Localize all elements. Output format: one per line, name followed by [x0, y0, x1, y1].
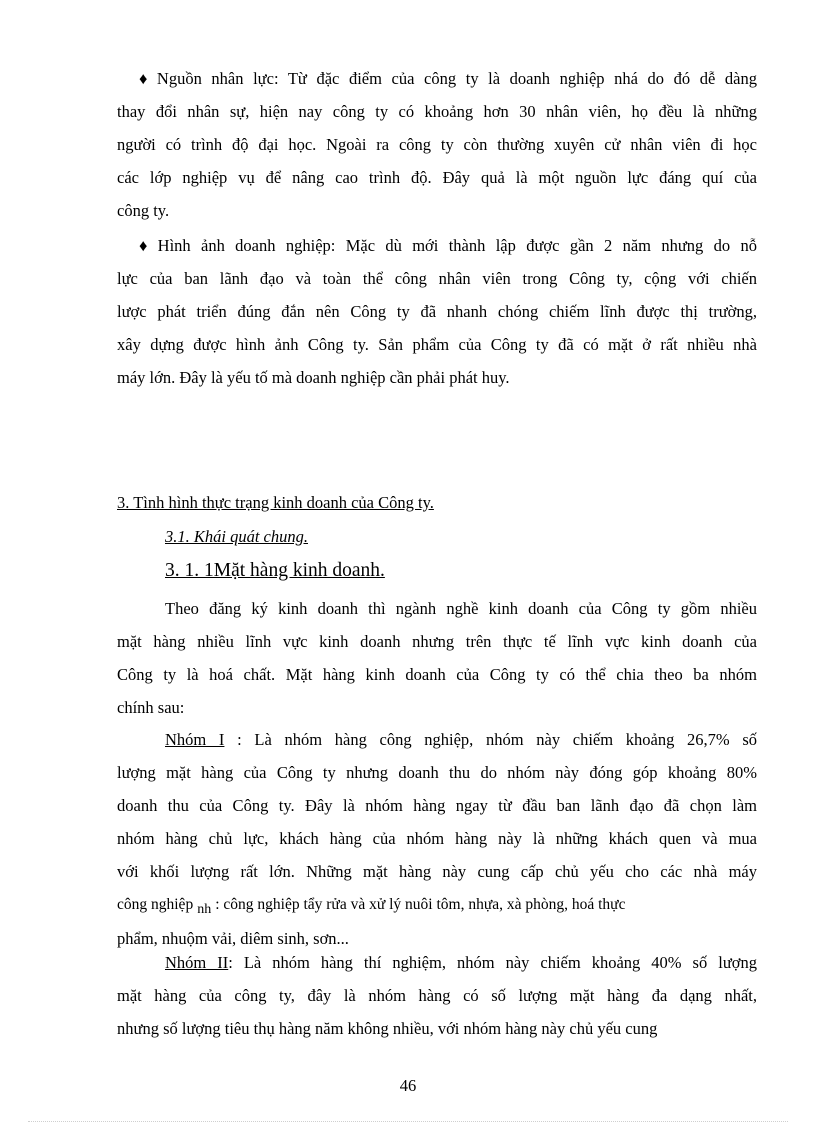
group-label: Nhóm I	[165, 730, 225, 749]
page-number: 46	[399, 1076, 417, 1095]
group-label: Nhóm II	[165, 953, 229, 972]
diamond-bullet-icon: ♦	[139, 69, 153, 88]
paragraph-corporate-image: ♦ Hình ảnh doanh nghiệp: Mặc dù mới thành lập được gần 2 năm nhưng do nỗ lực của ban lãnh đạo và toàn thể công nhân viên trong Công ty, cộng với chiến lược phát triển đúng đắn nên Công ty đã nhanh chóng chiếm lĩnh được thị trường, xây dựng được hình ảnh Công ty. Sản phẩm của Công ty đã có mặt ở rất nhiều nhà máy lớn. Đây là yếu tố mà doanh nghiệp cần phải phát huy.	[117, 236, 757, 387]
section-heading: 3. Tình hình thực trạng kinh doanh của Công ty.	[117, 493, 434, 512]
paragraph-group-two: Nhóm II: Là nhóm hàng thí nghiệm, nhóm này chiếm khoảng 40% số lượng mặt hàng của công ty, đây là nhóm hàng có số lượng mặt hàng đa dạng nhất, nhưng số lượng tiêu thụ hàng năm không nhiều, với nhóm hàng này chủ yếu cung	[117, 953, 757, 1038]
footer-divider	[28, 1121, 788, 1122]
paragraph-group-one: Nhóm I : Là nhóm hàng công nghiệp, nhóm này chiếm khoảng 26,7% số lượng mặt hàng của Công ty nhưng doanh thu do nhóm này đóng góp khoảng 80% doanh thu của Công ty. Đây là nhóm hàng ngay từ đầu ban lãnh đạo đã chọn làm nhóm hàng chủ lực, khách hàng của nhóm hàng này là những khách quen và mua với khối lượng rất lớn. Những mặt hàng này cung cấp chủ yếu cho các nhà máy công nghiệp nh : công nghiệp tẩy rửa và xử lý nuôi tôm, nhựa, xà phòng, hoá thực phẩm, nhuộm vải, diêm sinh, sơn...	[117, 730, 757, 948]
paragraph-human-resources: ♦ Nguồn nhân lực: Từ đặc điểm của công ty là doanh nghiệp nhá do đó dễ dàng thay đổi nhân sự, hiện nay công ty có khoảng hơn 30 nhân viên, họ đều là những người có trình độ đại học. Ngoài ra công ty còn thường xuyên cử nhân viên đi học các lớp nghiệp vụ để nâng cao trình độ. Đây quả là một nguồn lực đáng quí của công ty.	[117, 69, 758, 220]
diamond-bullet-icon: ♦	[139, 236, 154, 255]
subsubsection-heading: 3. 1. 1Mặt hàng kinh doanh.	[165, 560, 385, 581]
subsection-heading: 3.1. Khái quát chung.	[165, 527, 308, 546]
paragraph-business-lines: Theo đăng ký kinh doanh thì ngành nghề kinh doanh của Công ty gồm nhiều mặt hàng nhiều lĩnh vực kinh doanh nhưng trên thực tế lĩnh vực kinh doanh của Công ty là hoá chất. Mặt hàng kinh doanh của Công ty có thể chia theo ba nhóm chính sau:	[117, 599, 757, 717]
